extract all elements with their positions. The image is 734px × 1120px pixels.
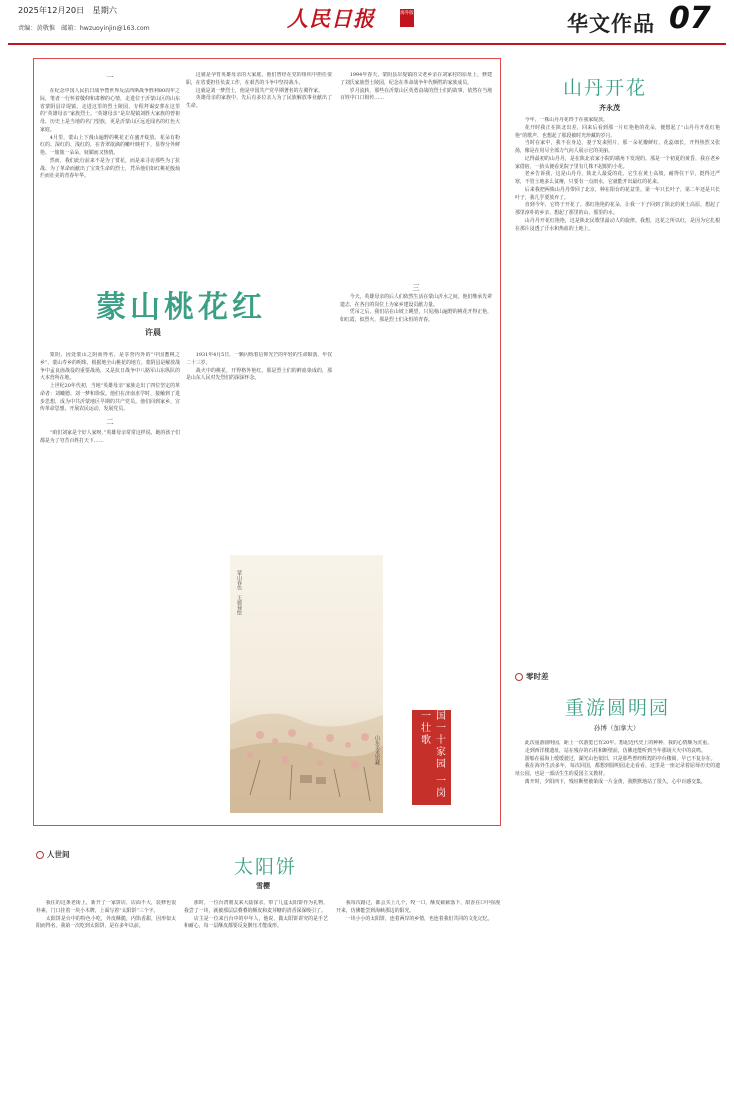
paragraph: 店主是一位来自台中的中年人，他说，做太阳饼讲究的是手艺和耐心，每一层酥皮都要反复擀压才能成形。 (184, 915, 328, 930)
column-tag-right (515, 671, 549, 682)
paragraph: 凭吊之后，我们站在山坡上眺望，只见漫山遍野的桃花开得正艳，如红霞，似烈火，那是烈士们永恒的青春。 (340, 309, 492, 323)
column-tag-label: 零时差 (526, 672, 549, 681)
painting-credit: 山东美术馆藏 (374, 735, 380, 765)
painting-caption: 蒙山春色 王德禄绘 (236, 570, 242, 615)
paragraph: 记得最初的山丹丹，是在陕北农家小院的墙角下发现的。那是一个初夏的黄昏，我在老乡家借宿，一抬头便看见院子里有几株不起眼的小花。 (515, 155, 720, 170)
article-author: 雪樱 (256, 882, 270, 890)
paragraph: 4月里，蒙山上下漫山遍野的桃花正在盛开绽放，花朵有粉红的、深红的、浅红的，在青翠欲滴的嫩叶映衬下，显得分外鲜艳、一簇簇一朵朵，妩媚而又热情。 (40, 134, 180, 156)
red-seal-stamp (412, 710, 451, 805)
editor-line: 责编：黄敬惟 邮箱：hwzuoyinjin@163.com (18, 25, 150, 32)
article-column (36, 900, 176, 1112)
article-column (515, 740, 720, 1112)
article-column (40, 352, 180, 808)
paragraph: 1994年春天，蒙阴县岸堤镇的父老乡亲在刘家村的原址上，修建了刘氏家族烈士陵园，纪念在革命战争年代牺牲的家族成员。 (340, 72, 492, 86)
paragraph: 当时在家中，我不在身边，妻子发来照片，那一朵花瓣鲜红，花蕊细长，开得热烈又张扬，像是在用尽全部力气向人展示它的美丽。 (515, 140, 720, 154)
paragraph: 花开时我正在陕北出差，回来后看到那一片红艳艳的花朵，便想起了“山丹丹开花红艳艳”的歌声，也想起了那段被时光珍藏的岁月。 (515, 124, 720, 139)
page-number: 07 (669, 1, 711, 36)
paragraph: 今天，英雄母亲的后人们依然生活在蒙山沂水之间，他们继承先辈遗志，在各自的岗位上为家乡建设贡献力量。 (340, 293, 492, 308)
paragraph: 岁月流转，那些在沂蒙山区英勇奋战的烈士们的故事，依然在当地百姓中口口相传…… (340, 87, 492, 102)
article-column (40, 88, 180, 272)
column-tag-label: 人世间 (47, 850, 70, 859)
paragraph: 英雄母亲的家族中，先后有多位亲人为了民族解放事业献出了生命。 (186, 95, 332, 109)
paragraph: 一块小小的太阳饼，连着两岸的乡情，也连着我们共同的文化记忆。 (345, 915, 493, 922)
article-author: 孙博（加拿大） (594, 724, 640, 732)
article-column (186, 72, 332, 272)
article-title: 山丹开花 (563, 77, 648, 99)
section-number: 三 (412, 283, 420, 292)
landscape-drawing (230, 555, 383, 813)
article-title: 蒙山桃花红 (96, 290, 266, 325)
article-title: 重游圆明园 (565, 697, 671, 719)
section-number: 一 (106, 73, 114, 82)
paragraph: 上世纪20年代初，当地“英雄母亲”家族走出了四位坚定的革命者：刘曦德、刘一梦和徐侃。他们在济南求学时，接触到了进步思想，成为中共沂蒙地区早期的共产党员。他们回到家乡，宣传革命思想，开展农民运动，发展党员。 (40, 383, 180, 413)
paragraph: 蒙阴，因处蒙山之阴而得名，是享誉内外的“中国蜜桃之乡”，蒙山寿乡的明珠，根据地全山桃花的地方。蒙阴县是解放战争中孟良崮战役的重要战场，又是抗日战争中八路军山东纵队的大本营所在地。 (40, 352, 180, 382)
newspaper-logo: 人民日报 (287, 6, 375, 31)
paragraph: 这就是孕育英雄母亲的大家庭。他们曾经在党的组织中担任要职，在省委担任负责工作，在艰苦的斗争中坚持战斗。 (186, 72, 332, 86)
logo-edition-tag: 海外版 (400, 9, 414, 27)
article-column (515, 117, 720, 647)
paragraph: 那时，一位台湾朋友来大陆探亲，带了几盒太阳饼作为礼物，我尝了一块，就被那层层叠叠的酥皮和麦芽糖的清香深深吸引了。 (184, 900, 328, 914)
paragraph: 1931年4月5日，一颗闪烁着信仰光芒的年轻的生命陨落，年仅二十三岁。 (186, 352, 332, 366)
article-column (184, 900, 328, 1112)
paragraph: 太阳饼是台中的特色小吃，外皮酥脆，内馅香甜，因形似太阳而得名。我第一次吃到太阳饼，是在多年以前。 (36, 915, 176, 930)
paragraph: 走到西洋楼遗址，站在残存的石柱和断壁前，仿佛还能听到当年那场大火中的哀鸣。 (524, 747, 706, 754)
article-column (336, 900, 500, 1112)
column-tag-left (36, 849, 70, 860)
seal-text: 国一十家园 一岗一壮歌 (418, 710, 445, 800)
paragraph: 战火中的桃花，开得格外艳红。那是烈士们的鲜血染成的，那是山东人民对先烈们的深深怀念。 (186, 367, 332, 382)
paragraph: 我在海外生活多年，每次回国，都想到圆明园走走看看。这里是一座记录着屈辱历史的遗址公园，也是一部活生生的爱国主义教材。 (515, 763, 720, 777)
header-rule (8, 43, 726, 45)
tag-circle-icon (36, 851, 44, 859)
paragraph: 然而，我们此行前来不是为了赏花，而是来寻访那些为了抗战、为了革命而献出了宝贵生命的烈士，凭吊他们如红桃花般灿烂而壮美的青春年华。 (40, 157, 180, 180)
paragraph: 今年，一株山丹丹花终于在我家绽放。 (524, 117, 608, 123)
paragraph: 在纪念中国人民抗日战争暨世界反法西斯战争胜利80周年之际，笔者一行怀着敬仰和肃穆的心情，走进位于沂蒙山区的山东省蒙阴县岸堤镇，走进这里的烈士陵园，专程拜谒安葬在这里的“英雄母亲”家族烈士。“英雄母亲”是岸堤镇刘胜大家族的曾祖母，历史上是当地的名门望族，更是沂蒙山区远近闻名的红色大家庭。 (40, 88, 180, 133)
paragraph: 后来我把两株山丹丹带回了北京，种在阳台的花盆里。第一年只长叶子，第二年还是只长叶子，我几乎要放弃了。 (515, 186, 720, 201)
paragraph: “咱们刘家是个好人家呀，”英雄母亲常常这样说。她的孩子们都是为了穷苦百姓打天下…… (40, 429, 180, 444)
paragraph: 游船在福海上缓缓驶过，湖光山色依旧，只是那些曾经辉煌的亭台楼阁，早已不复存在。 (524, 755, 716, 762)
article-title: 太阳饼 (234, 856, 298, 878)
paragraph: 我每次路过，都会买上几个。咬一口，酥皮簌簌落下，甜香在口中弥漫开来，仿佛能尝到海峡那边的阳光。 (336, 900, 500, 914)
paragraph: 我住的这条老街上，新开了一家饼店，店面不大，装修也很朴素，门口挂着一块小木牌，上面写着“太阳饼”三个字。 (36, 900, 176, 914)
paragraph: 山丹丹开花红艳艳，这是陕北民歌里最动人的旋律。我想，这花之所以红，是因为它扎根在那片浸透了汗水和热血的土地上。 (515, 217, 720, 232)
article-author: 许晨 (145, 328, 161, 337)
paragraph: 直到今年，它终于开花了。那红艳艳的花朵，让我一下子回到了陕北的黄土高原，想起了那里淳朴的乡亲，想起了那里的山，那里的水。 (515, 202, 720, 216)
paragraph: 老乡告诉我，这是山丹丹，陕北人最爱的花。它生在黄土高坡，耐得住干旱，挺得过严寒，不管土地多么贫瘠，只要有一点雨水，它就能开出最红的花来。 (515, 171, 720, 185)
paragraph: 离开时，夕阳西下，残垣断壁被染成一片金黄，我默默地站了很久，心中百感交集。 (524, 778, 706, 785)
tag-circle-icon (515, 673, 523, 681)
article-column (186, 352, 332, 548)
article-author: 齐永茂 (599, 104, 620, 112)
article-column (340, 72, 492, 272)
section-number: 二 (106, 417, 114, 426)
paragraph: 此次重游圆明园，距上一次游览已有20年。想起近代史上的种种，我的心情颇为沉重。 (524, 740, 712, 746)
page-name: 华文作品 (567, 12, 655, 36)
issue-date: 2025年12月20日 星期六 (18, 5, 117, 15)
illustration-painting (230, 555, 383, 813)
paragraph: 这就是刘一梦烈士，他是中国共产党早期著名的左翼作家。 (195, 87, 323, 94)
